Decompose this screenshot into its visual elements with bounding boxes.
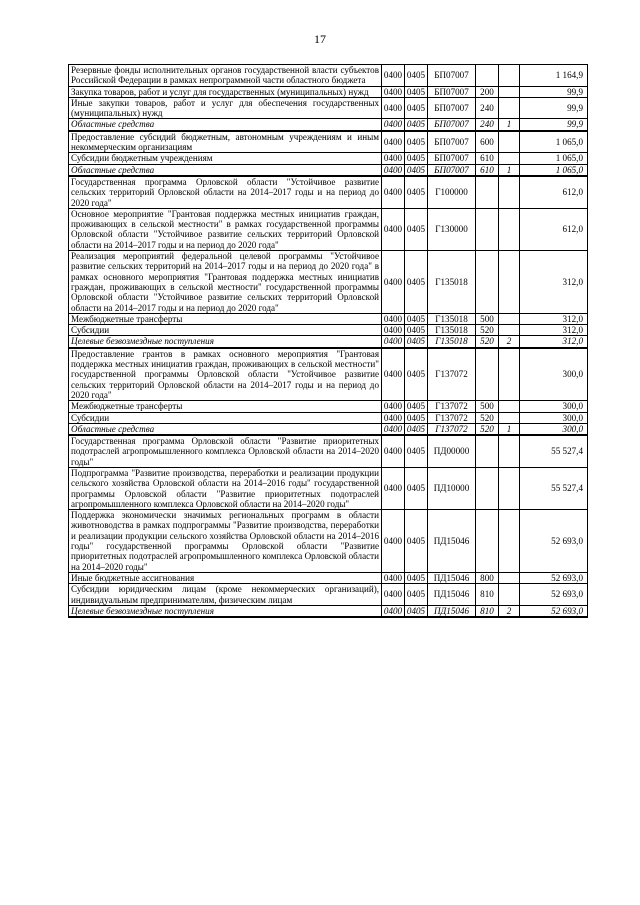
amount: 52 693,0 (520, 584, 588, 606)
table-row (69, 251, 588, 314)
section-code: 0400 (382, 164, 405, 176)
subsection-code: 0405 (405, 164, 428, 176)
page-number: 17 (314, 32, 326, 46)
expense-type-code (476, 176, 499, 208)
row-description: Субсидии (69, 325, 382, 336)
table-row (69, 176, 588, 208)
table-row (69, 313, 588, 324)
subsection-code: 0405 (405, 97, 428, 119)
funding-source-code (499, 153, 520, 164)
target-article-code: БП07007 (428, 153, 476, 164)
row-description: Закупка товаров, работ и услуг для государственных (муниципальных) нужд (69, 86, 382, 97)
row-description: Областные средства (69, 423, 382, 435)
funding-source-code (499, 348, 520, 401)
row-description: Целевые безвозмездные поступления (69, 336, 382, 348)
amount: 52 693,0 (520, 510, 588, 573)
table-row (69, 584, 588, 606)
section-code: 0400 (382, 251, 405, 314)
expense-type-code: 810 (476, 584, 499, 606)
row-description: Государственная программа Орловской области "Устойчивое развитие сельских территорий Орловской области на 2014–2017 годы и на период до 2020 года" (69, 176, 382, 208)
target-article-code: Г137072 (428, 401, 476, 412)
row-description: Областные средства (69, 119, 382, 131)
subsection-code: 0405 (405, 605, 428, 617)
expense-type-code: 500 (476, 313, 499, 324)
row-description: Целевые безвозмездные поступления (69, 605, 382, 617)
amount: 312,0 (520, 251, 588, 314)
subsection-code: 0405 (405, 131, 428, 153)
expense-type-code: 800 (476, 572, 499, 583)
subsection-code: 0405 (405, 584, 428, 606)
amount: 1 065,0 (520, 164, 588, 176)
expense-type-code: 610 (476, 153, 499, 164)
target-article-code: ПД15046 (428, 584, 476, 606)
expense-type-code: 200 (476, 86, 499, 97)
expense-type-code: 610 (476, 164, 499, 176)
amount: 99,9 (520, 86, 588, 97)
target-article-code: Г135018 (428, 313, 476, 324)
subsection-code: 0405 (405, 86, 428, 97)
funding-source-code (499, 251, 520, 314)
amount: 300,0 (520, 348, 588, 401)
amount: 1 065,0 (520, 153, 588, 164)
expense-type-code (476, 435, 499, 467)
amount: 312,0 (520, 325, 588, 336)
amount: 1 065,0 (520, 131, 588, 153)
amount: 612,0 (520, 176, 588, 208)
amount: 99,9 (520, 119, 588, 131)
target-article-code: ПД10000 (428, 467, 476, 509)
table-row (69, 423, 588, 435)
target-article-code: ПД15046 (428, 572, 476, 583)
funding-source-code (499, 510, 520, 573)
row-description: Государственная программа Орловской области "Развитие приоритетных подотраслей агропромышленного комплекса Орловской области на 2014–2020 годы" (69, 435, 382, 467)
section-code: 0400 (382, 208, 405, 250)
funding-source-code (499, 584, 520, 606)
subsection-code: 0405 (405, 467, 428, 509)
target-article-code: Г100000 (428, 176, 476, 208)
funding-source-code: 2 (499, 336, 520, 348)
section-code: 0400 (382, 336, 405, 348)
target-article-code: Г130000 (428, 208, 476, 250)
expense-type-code: 520 (476, 336, 499, 348)
subsection-code: 0405 (405, 412, 428, 423)
funding-source-code: 1 (499, 423, 520, 435)
funding-source-code (499, 131, 520, 153)
funding-source-code (499, 435, 520, 467)
target-article-code: Г135018 (428, 251, 476, 314)
funding-source-code: 2 (499, 605, 520, 617)
table-row (69, 348, 588, 401)
row-description: Предоставление грантов в рамках основного мероприятия "Грантовая поддержка местных инициатив граждан, проживающих в сельской местности" государственной программы Орловской области "Устойчивое развитие сельских территорий Орловской области на 2014–2017 годы и на период до 2020 года" (69, 348, 382, 401)
target-article-code: Г135018 (428, 336, 476, 348)
expense-type-code: 520 (476, 325, 499, 336)
amount: 300,0 (520, 401, 588, 412)
amount: 612,0 (520, 208, 588, 250)
subsection-code: 0405 (405, 572, 428, 583)
funding-source-code (499, 176, 520, 208)
row-description: Основное мероприятие "Грантовая поддержка местных инициатив граждан, проживающих в сельской местности" в рамках государственной программы Орловской области "Устойчивое развитие сельских территорий Орловской области на 2014–2017 годы и на период до 2020 года" (69, 208, 382, 250)
budget-table-body (69, 65, 588, 618)
target-article-code: Г137072 (428, 348, 476, 401)
target-article-code: Г137072 (428, 423, 476, 435)
section-code: 0400 (382, 348, 405, 401)
subsection-code: 0405 (405, 348, 428, 401)
section-code: 0400 (382, 467, 405, 509)
section-code: 0400 (382, 131, 405, 153)
funding-source-code (499, 412, 520, 423)
table-row (69, 86, 588, 97)
target-article-code: БП07007 (428, 164, 476, 176)
expense-type-code (476, 251, 499, 314)
table-row (69, 467, 588, 509)
amount: 55 527,4 (520, 435, 588, 467)
table-row (69, 164, 588, 176)
section-code: 0400 (382, 119, 405, 131)
row-description: Областные средства (69, 164, 382, 176)
section-code: 0400 (382, 435, 405, 467)
amount: 52 693,0 (520, 572, 588, 583)
table-row (69, 325, 588, 336)
expense-type-code: 810 (476, 605, 499, 617)
target-article-code: БП07007 (428, 119, 476, 131)
row-description: Межбюджетные трансферты (69, 313, 382, 324)
row-description: Поддержка экономически значимых региональных программ в области животноводства в рамках подпрограммы "Развитие производства, переработки и реализации продукции сельского хозяйства Орловской области на 2014–2016 годы" государственной программы Орловской области "Развитие приоритетных подотраслей агропромышленного комплекса Орловской области на 2014–2020 годы" (69, 510, 382, 573)
table-row (69, 208, 588, 250)
subsection-code: 0405 (405, 65, 428, 87)
subsection-code: 0405 (405, 119, 428, 131)
target-article-code: БП07007 (428, 131, 476, 153)
funding-source-code: 1 (499, 164, 520, 176)
table-row (69, 605, 588, 617)
funding-source-code (499, 572, 520, 583)
amount: 312,0 (520, 313, 588, 324)
target-article-code: БП07007 (428, 65, 476, 87)
funding-source-code (499, 467, 520, 509)
expense-type-code: 240 (476, 119, 499, 131)
section-code: 0400 (382, 313, 405, 324)
section-code: 0400 (382, 176, 405, 208)
funding-source-code (499, 325, 520, 336)
row-description: Межбюджетные трансферты (69, 401, 382, 412)
amount: 52 693,0 (520, 605, 588, 617)
table-row (69, 401, 588, 412)
amount: 99,9 (520, 97, 588, 119)
target-article-code: ПД15046 (428, 605, 476, 617)
row-description: Иные закупки товаров, работ и услуг для обеспечения государственных (муниципальных) нужд (69, 97, 382, 119)
target-article-code: БП07007 (428, 86, 476, 97)
subsection-code: 0405 (405, 153, 428, 164)
table-row (69, 336, 588, 348)
subsection-code: 0405 (405, 336, 428, 348)
row-description: Предоставление субсидий бюджетным, автономным учреждениям и иным некоммерческим организациям (69, 131, 382, 153)
row-description: Иные бюджетные ассигнования (69, 572, 382, 583)
section-code: 0400 (382, 510, 405, 573)
amount: 55 527,4 (520, 467, 588, 509)
section-code: 0400 (382, 65, 405, 87)
table-row (69, 510, 588, 573)
amount: 300,0 (520, 412, 588, 423)
section-code: 0400 (382, 605, 405, 617)
table-row (69, 572, 588, 583)
table-row (69, 65, 588, 87)
amount: 1 164,9 (520, 65, 588, 87)
expense-type-code (476, 467, 499, 509)
table-row (69, 412, 588, 423)
subsection-code: 0405 (405, 325, 428, 336)
funding-source-code (499, 313, 520, 324)
subsection-code: 0405 (405, 208, 428, 250)
subsection-code: 0405 (405, 313, 428, 324)
row-description: Резервные фонды исполнительных органов государственной власти субъектов Российской Федерации в рамках непрограммной части областного бюджета (69, 65, 382, 87)
funding-source-code (499, 65, 520, 87)
expense-type-code: 520 (476, 412, 499, 423)
expense-type-code (476, 208, 499, 250)
expense-type-code: 600 (476, 131, 499, 153)
row-description: Реализация мероприятий федеральной целевой программы "Устойчивое развитие сельских территорий на 2014–2017 годы и на период до 2020 года" в рамках основного мероприятия "Грантовая поддержка местных инициатив граждан, проживающих в сельской местности" государственной программы Орловской области "Устойчивое развитие сельских территорий Орловской области на 2014–2017 годы и на период до 2020 года" (69, 251, 382, 314)
row-description: Субсидии юридическим лицам (кроме некоммерческих организаций), индивидуальным предпринимателям, физическим лицам (69, 584, 382, 606)
target-article-code: Г135018 (428, 325, 476, 336)
row-description: Субсидии бюджетным учреждениям (69, 153, 382, 164)
subsection-code: 0405 (405, 423, 428, 435)
target-article-code: ПД15046 (428, 510, 476, 573)
section-code: 0400 (382, 401, 405, 412)
subsection-code: 0405 (405, 176, 428, 208)
funding-source-code (499, 208, 520, 250)
section-code: 0400 (382, 572, 405, 583)
section-code: 0400 (382, 423, 405, 435)
section-code: 0400 (382, 584, 405, 606)
row-description: Подпрограмма "Развитие производства, переработки и реализации продукции сельского хозяйства Орловской области на 2014–2016 годы" государственной программы Орловской области "Развитие приоритетных подотраслей агропромышленного комплекса Орловской области на 2014–2020 годы" (69, 467, 382, 509)
subsection-code: 0405 (405, 510, 428, 573)
expense-type-code: 500 (476, 401, 499, 412)
budget-table (68, 64, 588, 618)
row-description: Субсидии (69, 412, 382, 423)
target-article-code: БП07007 (428, 97, 476, 119)
amount: 312,0 (520, 336, 588, 348)
table-row (69, 97, 588, 119)
expense-type-code (476, 510, 499, 573)
table-row (69, 435, 588, 467)
expense-type-code: 520 (476, 423, 499, 435)
table-row (69, 131, 588, 153)
funding-source-code (499, 86, 520, 97)
expense-type-code (476, 348, 499, 401)
funding-source-code: 1 (499, 119, 520, 131)
target-article-code: ПД00000 (428, 435, 476, 467)
expense-type-code (476, 65, 499, 87)
subsection-code: 0405 (405, 435, 428, 467)
funding-source-code (499, 401, 520, 412)
section-code: 0400 (382, 412, 405, 423)
subsection-code: 0405 (405, 251, 428, 314)
expense-type-code: 240 (476, 97, 499, 119)
section-code: 0400 (382, 86, 405, 97)
table-row (69, 119, 588, 131)
table-row (69, 153, 588, 164)
target-article-code: Г137072 (428, 412, 476, 423)
section-code: 0400 (382, 325, 405, 336)
section-code: 0400 (382, 153, 405, 164)
amount: 300,0 (520, 423, 588, 435)
section-code: 0400 (382, 97, 405, 119)
subsection-code: 0405 (405, 401, 428, 412)
funding-source-code (499, 97, 520, 119)
